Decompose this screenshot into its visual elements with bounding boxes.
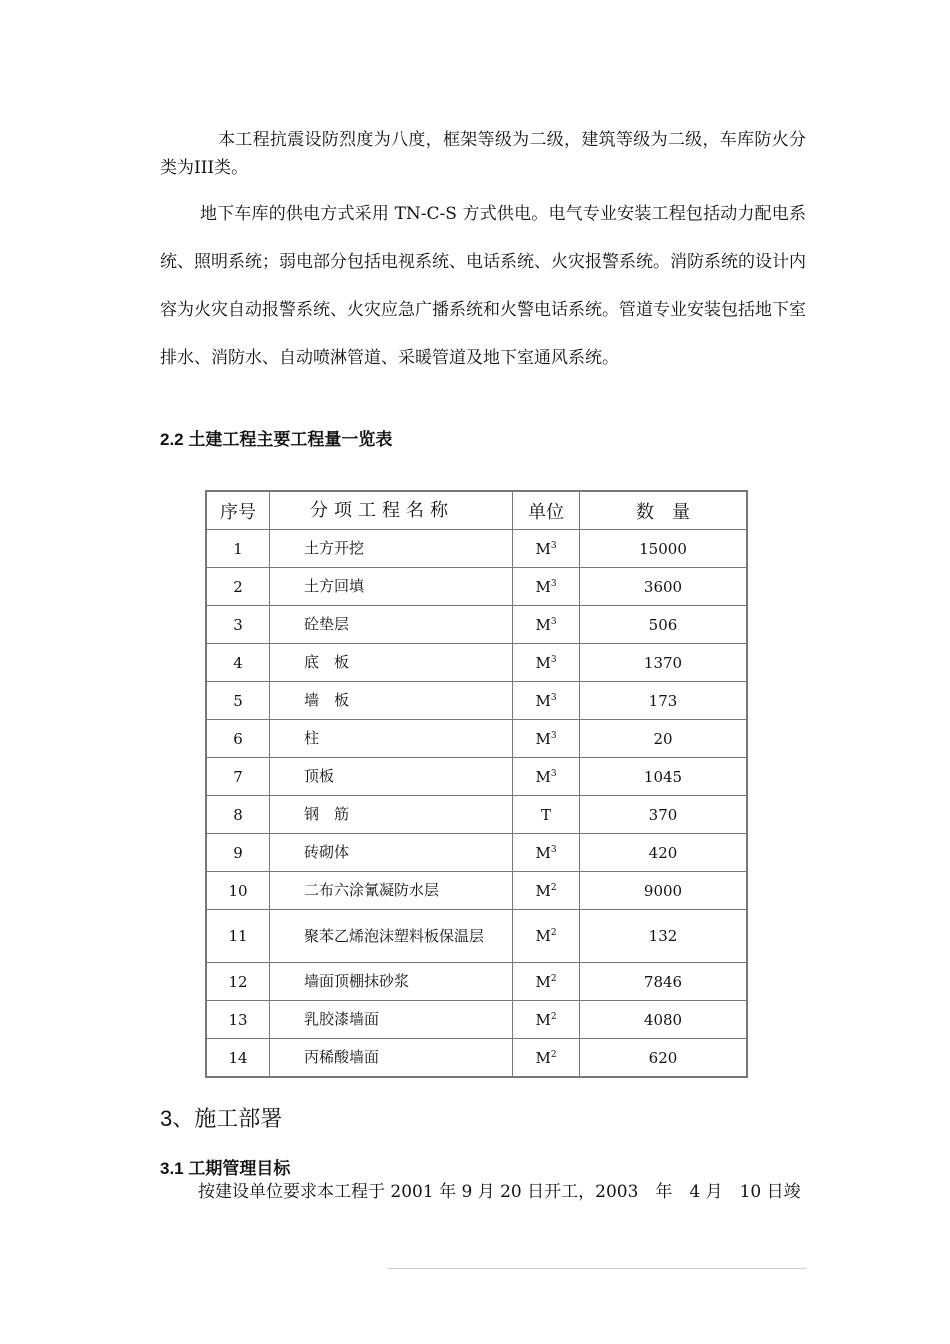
- unit-text: T: [540, 805, 551, 824]
- cell-unit: [513, 796, 580, 834]
- table-row: [206, 720, 747, 758]
- unit-text: M: [535, 881, 551, 900]
- cell-qty: 370: [580, 796, 748, 834]
- cell-no: 10: [206, 872, 270, 910]
- unit-exponent: 2: [550, 928, 557, 938]
- unit-exponent: 2: [550, 1049, 557, 1060]
- cell-no: 3: [206, 606, 270, 644]
- table-row: [206, 872, 747, 910]
- unit-text: M: [535, 539, 551, 558]
- cell-no: 5: [206, 682, 270, 720]
- table-row: [206, 796, 747, 834]
- cell-qty: 3600: [580, 568, 748, 606]
- unit-text: M: [535, 1048, 551, 1067]
- cell-no: 14: [206, 1039, 270, 1078]
- cell-name: 丙稀酸墙面: [270, 1039, 513, 1078]
- cell-qty: 7846: [580, 963, 748, 1001]
- cell-no: 1: [206, 530, 270, 568]
- cell-qty: 132: [580, 910, 748, 963]
- cell-unit: [513, 530, 580, 568]
- table-row: [206, 758, 747, 796]
- cell-qty: 1370: [580, 644, 748, 682]
- table-row: [206, 1001, 747, 1039]
- cell-qty: 173: [580, 682, 748, 720]
- cell-unit: [513, 682, 580, 720]
- cell-unit: [513, 872, 580, 910]
- table-row: [206, 1039, 747, 1078]
- cell-unit: [513, 644, 580, 682]
- paragraph-electrical: 地下车库的供电方式采用 TN-C-S 方式供电。电气专业安装工程包括动力配电系统、照明系统；弱电部分包括电视系统、电话系统、火灾报警系统。消防系统的设计内容为火灾自动报警系统、火灾应急广播系统和火警电话系统。管道专业安装包括地下室排水、消防水、自动喷淋管道、采暖管道及地下室通风系统。: [160, 204, 806, 368]
- header-name: 分项工程名称: [270, 491, 513, 530]
- footer-divider: [388, 1268, 806, 1269]
- unit-text: M: [535, 972, 551, 991]
- cell-qty: 20: [580, 720, 748, 758]
- cell-qty: 15000: [580, 530, 748, 568]
- cell-name: 底 板: [270, 644, 513, 682]
- cell-name: 砖砌体: [270, 834, 513, 872]
- cell-name: 砼垫层: [270, 606, 513, 644]
- unit-exponent: 3: [550, 616, 557, 627]
- unit-exponent: 2: [550, 973, 557, 984]
- section-3-title: 3、施工部署: [160, 1106, 283, 1131]
- unit-exponent: 3: [550, 844, 557, 855]
- cell-name: 墙 板: [270, 682, 513, 720]
- cell-no: 7: [206, 758, 270, 796]
- table-row: [206, 834, 747, 872]
- unit-text: M: [535, 691, 551, 710]
- table-row: [206, 606, 747, 644]
- table-body: [206, 530, 747, 1078]
- unit-exponent: 3: [550, 768, 557, 779]
- cell-qty: 1045: [580, 758, 748, 796]
- cell-unit: [513, 1039, 580, 1078]
- header-qty: 数 量: [580, 491, 748, 530]
- unit-exponent: 3: [550, 654, 557, 665]
- header-no: 序号: [206, 491, 270, 530]
- paragraph-schedule: 按建设单位要求本工程于 2001 年 9 月 20 日开工，2003 年 4 月 10 日竣: [198, 1182, 801, 1202]
- cell-qty: 4080: [580, 1001, 748, 1039]
- unit-text: M: [535, 615, 551, 634]
- unit-text: M: [535, 577, 551, 596]
- cell-no: 9: [206, 834, 270, 872]
- section-2-2-title: 2.2 土建工程主要工程量一览表: [160, 430, 393, 449]
- cell-name: 乳胶漆墙面: [270, 1001, 513, 1039]
- paragraph-seismic: 本工程抗震设防烈度为八度，框架等级为二级，建筑等级为二级，车库防火分类为III类。: [160, 130, 806, 178]
- cell-name: 柱: [270, 720, 513, 758]
- cell-name: 土方开挖: [270, 530, 513, 568]
- cell-unit: [513, 834, 580, 872]
- table-row: [206, 644, 747, 682]
- unit-exponent: 2: [550, 1011, 557, 1022]
- cell-no: 12: [206, 963, 270, 1001]
- cell-unit: [513, 758, 580, 796]
- unit-text: M: [535, 843, 551, 862]
- unit-exponent: 3: [550, 578, 557, 589]
- unit-text: M: [535, 927, 551, 945]
- cell-qty: 9000: [580, 872, 748, 910]
- unit-exponent: 3: [550, 730, 557, 741]
- table-row: [206, 910, 747, 963]
- cell-no: 2: [206, 568, 270, 606]
- unit-text: M: [535, 767, 551, 786]
- cell-unit: [513, 910, 580, 963]
- table-row: [206, 568, 747, 606]
- unit-exponent: 3: [550, 540, 557, 551]
- table-row: [206, 530, 747, 568]
- cell-name: 聚苯乙烯泡沫塑料板保温层: [270, 910, 513, 963]
- quantity-table: [205, 490, 748, 1078]
- cell-unit: [513, 1001, 580, 1039]
- cell-qty: 420: [580, 834, 748, 872]
- cell-unit: [513, 606, 580, 644]
- section-3-1-title: 3.1 工期管理目标: [160, 1159, 291, 1178]
- unit-exponent: 3: [550, 692, 557, 703]
- table-header-row: [206, 491, 747, 530]
- unit-text: M: [535, 729, 551, 748]
- table-row: [206, 963, 747, 1001]
- cell-qty: 506: [580, 606, 748, 644]
- cell-name: 钢 筋: [270, 796, 513, 834]
- cell-no: 8: [206, 796, 270, 834]
- table-row: [206, 682, 747, 720]
- cell-unit: [513, 963, 580, 1001]
- cell-qty: 620: [580, 1039, 748, 1078]
- unit-text: M: [535, 1010, 551, 1029]
- cell-no: 6: [206, 720, 270, 758]
- cell-name: 顶板: [270, 758, 513, 796]
- cell-unit: [513, 720, 580, 758]
- cell-name: 墙面顶棚抹砂浆: [270, 963, 513, 1001]
- cell-no: 4: [206, 644, 270, 682]
- cell-unit: [513, 568, 580, 606]
- header-unit: 单位: [513, 491, 580, 530]
- cell-no: 13: [206, 1001, 270, 1039]
- unit-text: M: [535, 653, 551, 672]
- cell-name: 二布六涂氰凝防水层: [270, 872, 513, 910]
- unit-exponent: 2: [550, 882, 557, 893]
- cell-name: 土方回填: [270, 568, 513, 606]
- cell-no: 11: [206, 910, 270, 963]
